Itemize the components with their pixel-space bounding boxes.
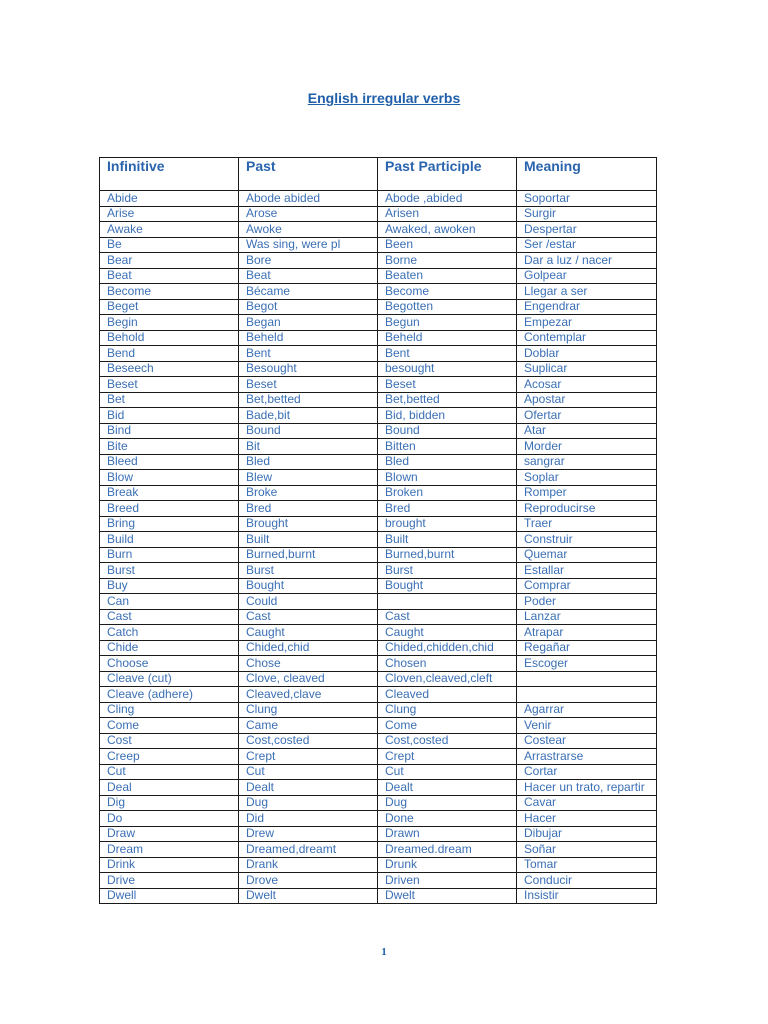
meaning-cell: Dar a luz / nacer xyxy=(517,253,657,269)
meaning-cell: Atrapar xyxy=(517,625,657,641)
header-meaning: Meaning xyxy=(517,158,657,191)
infinitive-cell: Catch xyxy=(100,625,239,641)
infinitive-cell: Bend xyxy=(100,346,239,362)
past-participle-cell: besought xyxy=(378,361,517,377)
past-cell: Cut xyxy=(239,764,378,780)
table-row xyxy=(100,702,657,718)
past-cell: Began xyxy=(239,315,378,331)
past-participle-cell: Arisen xyxy=(378,206,517,222)
infinitive-cell: Burst xyxy=(100,563,239,579)
infinitive-cell: Choose xyxy=(100,656,239,672)
table-row xyxy=(100,842,657,858)
past-cell: Caught xyxy=(239,625,378,641)
table-row xyxy=(100,609,657,625)
infinitive-cell: Cut xyxy=(100,764,239,780)
table-row xyxy=(100,516,657,532)
infinitive-cell: Behold xyxy=(100,330,239,346)
infinitive-cell: Cleave (adhere) xyxy=(100,687,239,703)
past-cell: Dug xyxy=(239,795,378,811)
infinitive-cell: Can xyxy=(100,594,239,610)
past-cell: Burst xyxy=(239,563,378,579)
meaning-cell: Engendrar xyxy=(517,299,657,315)
meaning-cell: Comprar xyxy=(517,578,657,594)
infinitive-cell: Beset xyxy=(100,377,239,393)
past-participle-cell: Cut xyxy=(378,764,517,780)
infinitive-cell: Become xyxy=(100,284,239,300)
table-row xyxy=(100,299,657,315)
table-row xyxy=(100,687,657,703)
infinitive-cell: Abide xyxy=(100,191,239,207)
meaning-cell: Conducir xyxy=(517,873,657,889)
table-row xyxy=(100,826,657,842)
table-row xyxy=(100,315,657,331)
meaning-cell: Lanzar xyxy=(517,609,657,625)
past-cell: Bade,bit xyxy=(239,408,378,424)
past-participle-cell: Begun xyxy=(378,315,517,331)
past-participle-cell: brought xyxy=(378,516,517,532)
infinitive-cell: Dream xyxy=(100,842,239,858)
past-participle-cell: Drawn xyxy=(378,826,517,842)
past-cell: Bécame xyxy=(239,284,378,300)
past-participle-cell: Burst xyxy=(378,563,517,579)
meaning-cell: Quemar xyxy=(517,547,657,563)
past-participle-cell: Beaten xyxy=(378,268,517,284)
infinitive-cell: Drink xyxy=(100,857,239,873)
past-participle-cell: Burned,burnt xyxy=(378,547,517,563)
past-participle-cell: Done xyxy=(378,811,517,827)
past-cell: Drove xyxy=(239,873,378,889)
table-header-row xyxy=(100,158,657,191)
table-row xyxy=(100,423,657,439)
table-row xyxy=(100,671,657,687)
meaning-cell: Ofertar xyxy=(517,408,657,424)
infinitive-cell: Bet xyxy=(100,392,239,408)
infinitive-cell: Deal xyxy=(100,780,239,796)
past-cell: Arose xyxy=(239,206,378,222)
table-row xyxy=(100,485,657,501)
infinitive-cell: Bind xyxy=(100,423,239,439)
page-title: English irregular verbs xyxy=(307,90,461,106)
meaning-cell: Ser /estar xyxy=(517,237,657,253)
meaning-cell: Regañar xyxy=(517,640,657,656)
past-participle-cell: Abode ,abided xyxy=(378,191,517,207)
meaning-cell: Suplicar xyxy=(517,361,657,377)
table-row xyxy=(100,330,657,346)
past-participle-cell: Bred xyxy=(378,501,517,517)
past-cell: Begot xyxy=(239,299,378,315)
meaning-cell: sangrar xyxy=(517,454,657,470)
meaning-cell: Romper xyxy=(517,485,657,501)
table-row xyxy=(100,222,657,238)
past-cell: Burned,burnt xyxy=(239,547,378,563)
infinitive-cell: Bear xyxy=(100,253,239,269)
table-row xyxy=(100,377,657,393)
past-cell: Bit xyxy=(239,439,378,455)
past-cell: Came xyxy=(239,718,378,734)
past-participle-cell: Bled xyxy=(378,454,517,470)
meaning-cell: Doblar xyxy=(517,346,657,362)
infinitive-cell: Build xyxy=(100,532,239,548)
meaning-cell: Morder xyxy=(517,439,657,455)
past-cell: Bet,betted xyxy=(239,392,378,408)
meaning-cell: Estallar xyxy=(517,563,657,579)
past-cell: Did xyxy=(239,811,378,827)
past-participle-cell: Beset xyxy=(378,377,517,393)
meaning-cell: Escoger xyxy=(517,656,657,672)
meaning-cell: Contemplar xyxy=(517,330,657,346)
table-row xyxy=(100,594,657,610)
meaning-cell: Hacer un trato, repartir xyxy=(517,780,657,796)
table-row xyxy=(100,253,657,269)
infinitive-cell: Chide xyxy=(100,640,239,656)
past-cell: Abode abided xyxy=(239,191,378,207)
past-participle-cell: Cloven,cleaved,cleft xyxy=(378,671,517,687)
infinitive-cell: Dwell xyxy=(100,888,239,904)
past-participle-cell: Been xyxy=(378,237,517,253)
infinitive-cell: Dig xyxy=(100,795,239,811)
past-cell: Awoke xyxy=(239,222,378,238)
meaning-cell: Hacer xyxy=(517,811,657,827)
meaning-cell: Surgir xyxy=(517,206,657,222)
table-row xyxy=(100,361,657,377)
past-cell: Bound xyxy=(239,423,378,439)
past-cell: Was sing, were pl xyxy=(239,237,378,253)
infinitive-cell: Creep xyxy=(100,749,239,765)
meaning-cell: Agarrar xyxy=(517,702,657,718)
meaning-cell: Insistir xyxy=(517,888,657,904)
meaning-cell: Apostar xyxy=(517,392,657,408)
infinitive-cell: Bring xyxy=(100,516,239,532)
infinitive-cell: Do xyxy=(100,811,239,827)
table-body xyxy=(100,191,657,904)
past-cell: Chided,chid xyxy=(239,640,378,656)
meaning-cell: Venir xyxy=(517,718,657,734)
past-participle-cell: Beheld xyxy=(378,330,517,346)
past-participle-cell: Dealt xyxy=(378,780,517,796)
meaning-cell: Dibujar xyxy=(517,826,657,842)
past-participle-cell: Become xyxy=(378,284,517,300)
past-cell: Chose xyxy=(239,656,378,672)
infinitive-cell: Beseech xyxy=(100,361,239,377)
past-cell: Bore xyxy=(239,253,378,269)
past-participle-cell: Cast xyxy=(378,609,517,625)
past-cell: Built xyxy=(239,532,378,548)
table-row xyxy=(100,749,657,765)
infinitive-cell: Arise xyxy=(100,206,239,222)
table-row xyxy=(100,888,657,904)
past-participle-cell: Dreamed.dream xyxy=(378,842,517,858)
past-participle-cell: Blown xyxy=(378,470,517,486)
meaning-cell: Construir xyxy=(517,532,657,548)
meaning-cell: Costear xyxy=(517,733,657,749)
table-row xyxy=(100,191,657,207)
past-cell: Crept xyxy=(239,749,378,765)
past-cell: Cost,costed xyxy=(239,733,378,749)
past-participle-cell: Come xyxy=(378,718,517,734)
meaning-cell: Soportar xyxy=(517,191,657,207)
meaning-cell: Traer xyxy=(517,516,657,532)
past-participle-cell: Bent xyxy=(378,346,517,362)
meaning-cell: Llegar a ser xyxy=(517,284,657,300)
infinitive-cell: Break xyxy=(100,485,239,501)
meaning-cell: Arrastrarse xyxy=(517,749,657,765)
past-cell: Cleaved,clave xyxy=(239,687,378,703)
meaning-cell: Atar xyxy=(517,423,657,439)
table-row xyxy=(100,454,657,470)
header-past-participle: Past Participle xyxy=(378,158,517,191)
meaning-cell: Reproducirse xyxy=(517,501,657,517)
past-cell: Brought xyxy=(239,516,378,532)
past-cell: Dwelt xyxy=(239,888,378,904)
meaning-cell: Cavar xyxy=(517,795,657,811)
past-cell: Blew xyxy=(239,470,378,486)
past-cell: Broke xyxy=(239,485,378,501)
meaning-cell: Empezar xyxy=(517,315,657,331)
infinitive-cell: Cast xyxy=(100,609,239,625)
table-row xyxy=(100,392,657,408)
past-participle-cell: Cost,costed xyxy=(378,733,517,749)
infinitive-cell: Bite xyxy=(100,439,239,455)
table-row xyxy=(100,563,657,579)
past-cell: Beat xyxy=(239,268,378,284)
infinitive-cell: Cleave (cut) xyxy=(100,671,239,687)
past-participle-cell: Driven xyxy=(378,873,517,889)
past-participle-cell: Clung xyxy=(378,702,517,718)
table-row xyxy=(100,532,657,548)
past-cell: Cast xyxy=(239,609,378,625)
table-row xyxy=(100,439,657,455)
meaning-cell xyxy=(517,671,657,687)
infinitive-cell: Buy xyxy=(100,578,239,594)
past-participle-cell: Drunk xyxy=(378,857,517,873)
meaning-cell: Soñar xyxy=(517,842,657,858)
table-row xyxy=(100,578,657,594)
infinitive-cell: Burn xyxy=(100,547,239,563)
past-participle-cell: Caught xyxy=(378,625,517,641)
meaning-cell: Golpear xyxy=(517,268,657,284)
irregular-verbs-table xyxy=(99,157,657,904)
meaning-cell: Soplar xyxy=(517,470,657,486)
table-row xyxy=(100,501,657,517)
meaning-cell: Cortar xyxy=(517,764,657,780)
past-cell: Dealt xyxy=(239,780,378,796)
meaning-cell xyxy=(517,687,657,703)
past-participle-cell: Crept xyxy=(378,749,517,765)
past-participle-cell: Borne xyxy=(378,253,517,269)
past-participle-cell: Chosen xyxy=(378,656,517,672)
header-infinitive: Infinitive xyxy=(100,158,239,191)
meaning-cell: Acosar xyxy=(517,377,657,393)
table-row xyxy=(100,284,657,300)
past-cell: Beheld xyxy=(239,330,378,346)
table-row xyxy=(100,268,657,284)
infinitive-cell: Be xyxy=(100,237,239,253)
past-participle-cell: Bitten xyxy=(378,439,517,455)
infinitive-cell: Breed xyxy=(100,501,239,517)
table-row xyxy=(100,780,657,796)
table-row xyxy=(100,656,657,672)
table-row xyxy=(100,547,657,563)
infinitive-cell: Beat xyxy=(100,268,239,284)
infinitive-cell: Come xyxy=(100,718,239,734)
past-cell: Drew xyxy=(239,826,378,842)
meaning-cell: Despertar xyxy=(517,222,657,238)
past-participle-cell: Built xyxy=(378,532,517,548)
page-number: 1 xyxy=(381,946,387,958)
past-participle-cell: Awaked, awoken xyxy=(378,222,517,238)
infinitive-cell: Bleed xyxy=(100,454,239,470)
past-cell: Beset xyxy=(239,377,378,393)
past-participle-cell: Bet,betted xyxy=(378,392,517,408)
table-row xyxy=(100,640,657,656)
infinitive-cell: Cling xyxy=(100,702,239,718)
past-cell: Bled xyxy=(239,454,378,470)
past-cell: Bought xyxy=(239,578,378,594)
past-participle-cell: Broken xyxy=(378,485,517,501)
past-cell: Clove, cleaved xyxy=(239,671,378,687)
infinitive-cell: Cost xyxy=(100,733,239,749)
table-row xyxy=(100,470,657,486)
past-participle-cell: Bid, bidden xyxy=(378,408,517,424)
table-row xyxy=(100,346,657,362)
infinitive-cell: Draw xyxy=(100,826,239,842)
past-participle-cell: Chided,chidden,chid xyxy=(378,640,517,656)
past-participle-cell: Bought xyxy=(378,578,517,594)
infinitive-cell: Drive xyxy=(100,873,239,889)
table-row xyxy=(100,795,657,811)
past-cell: Clung xyxy=(239,702,378,718)
past-cell: Bent xyxy=(239,346,378,362)
table-row xyxy=(100,408,657,424)
table-row xyxy=(100,733,657,749)
past-cell: Besought xyxy=(239,361,378,377)
table-row xyxy=(100,718,657,734)
table-row xyxy=(100,857,657,873)
past-participle-cell: Dug xyxy=(378,795,517,811)
meaning-cell: Poder xyxy=(517,594,657,610)
table-row xyxy=(100,625,657,641)
past-participle-cell: Bound xyxy=(378,423,517,439)
past-cell: Drank xyxy=(239,857,378,873)
table-row xyxy=(100,873,657,889)
infinitive-cell: Awake xyxy=(100,222,239,238)
meaning-cell: Tomar xyxy=(517,857,657,873)
table-row xyxy=(100,206,657,222)
infinitive-cell: Blow xyxy=(100,470,239,486)
past-participle-cell: Dwelt xyxy=(378,888,517,904)
infinitive-cell: Beget xyxy=(100,299,239,315)
table-row xyxy=(100,237,657,253)
past-participle-cell: Cleaved xyxy=(378,687,517,703)
header-past: Past xyxy=(239,158,378,191)
infinitive-cell: Bid xyxy=(100,408,239,424)
past-cell: Could xyxy=(239,594,378,610)
table-row xyxy=(100,764,657,780)
past-participle-cell xyxy=(378,594,517,610)
past-cell: Bred xyxy=(239,501,378,517)
table-row xyxy=(100,811,657,827)
past-cell: Dreamed,dreamt xyxy=(239,842,378,858)
past-participle-cell: Begotten xyxy=(378,299,517,315)
infinitive-cell: Begin xyxy=(100,315,239,331)
